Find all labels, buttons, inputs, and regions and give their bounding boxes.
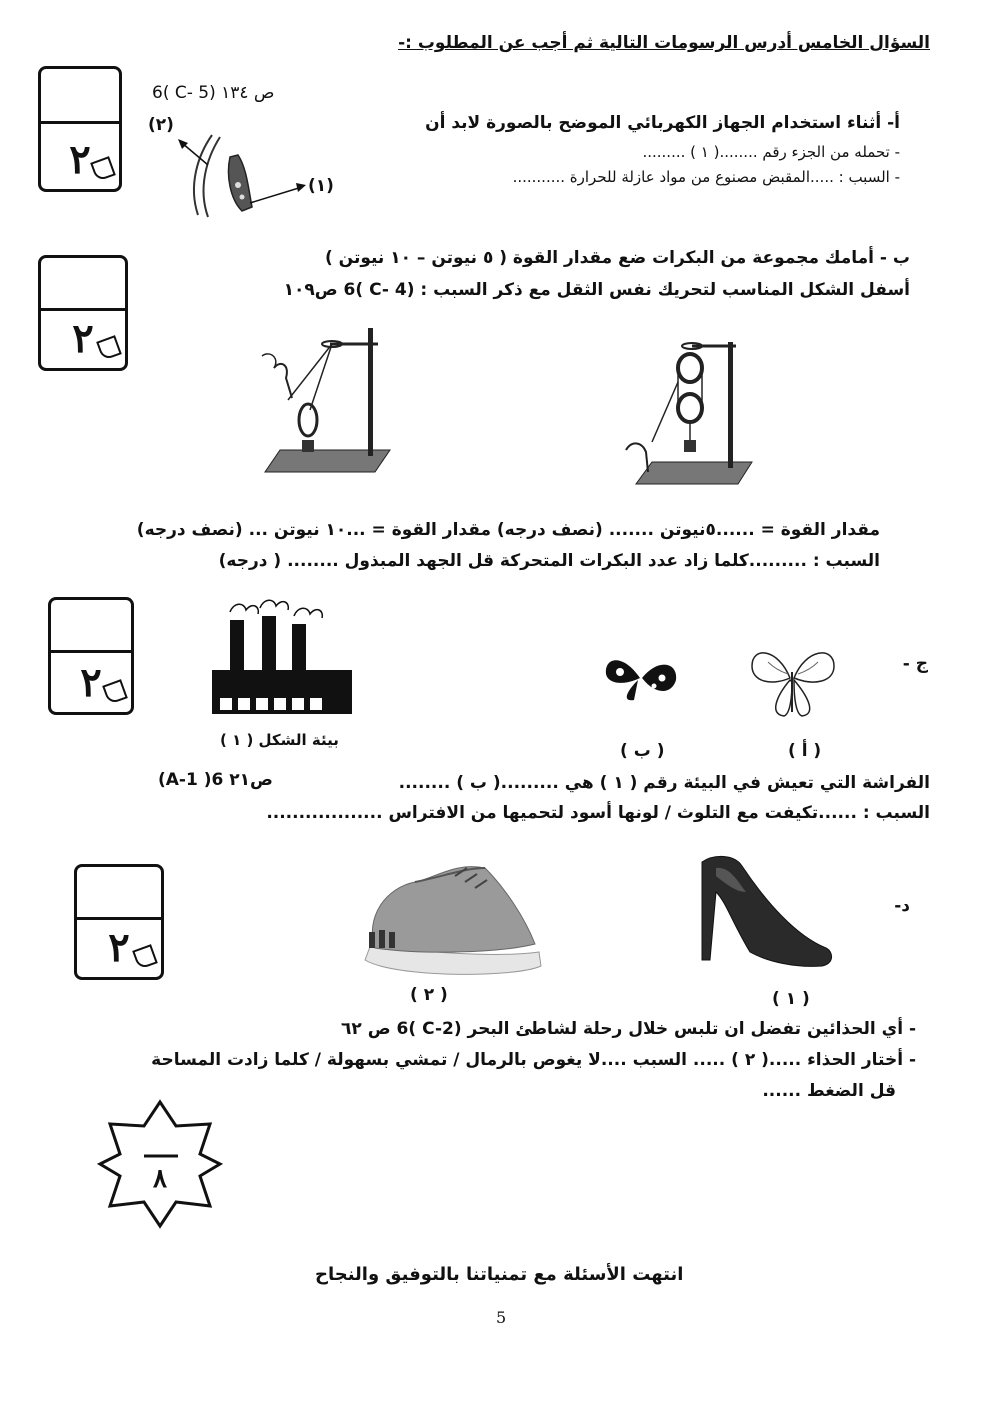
part-a-ref: 6( C- 5) ص ١٣٤ (152, 83, 275, 103)
score-value: ٢ (80, 659, 102, 706)
shoe-2-label: ( ٢ ) (410, 985, 448, 1005)
part-a-label-1: (١) (308, 176, 334, 196)
page-header: السؤال الخامس أدرس الرسومات التالية ثم أجب عن المطلوب :- (398, 33, 930, 53)
total-score-value: ٨ (153, 1164, 167, 1194)
part-d-question: - أي الحذائين تفضل ان تلبس خلال رحلة لشاطئ البحر (C-2 )6 ص ٦٢ (341, 1019, 916, 1039)
dark-butterfly-illustration (602, 648, 682, 708)
light-butterfly-illustration (748, 642, 838, 722)
option-b-label: ( ب ) (620, 741, 665, 761)
score-value: ٢ (69, 136, 91, 183)
environment-caption: بيئة الشكل ( ١ ) (220, 731, 339, 749)
iron-illustration (168, 115, 328, 225)
part-c-reason: السبب : ......تكيفت مع التلوث / لونها أسود لتحميها من الافتراس .................. (266, 803, 930, 823)
option-a-label: ( أ ) (788, 741, 822, 761)
shoe-1-label: ( ١ ) (772, 989, 810, 1009)
score-box-b (38, 255, 128, 371)
part-a-question: أ- أثناء استخدام الجهاز الكهربائي الموضح بالصورة لابد أن (425, 113, 900, 133)
part-a-answer-2: - السبب : .....المقبض مصنوع من مواد عازلة للحرارة ........... (512, 168, 900, 186)
single-pulley-illustration (240, 320, 400, 490)
part-d-answer-1: - أختار الحذاء .....( ٢ ) ..... السبب ....لا يغوص بالرمال / تمشي بسهولة / كلما زادت المساحة (151, 1050, 916, 1070)
score-value: ٢ (108, 924, 130, 971)
total-score-star (100, 1102, 220, 1222)
factory-illustration (210, 590, 360, 720)
part-a-answer-1: - تحمله من الجزء رقم ........( ١ ) ......... (642, 143, 900, 161)
part-b-line-1: ب - أمامك مجموعة من البكرات ضع مقدار القوة ( ٥ نيوتن – ١٠ نيوتن ) (324, 248, 910, 268)
sneaker-illustration (355, 848, 545, 978)
part-c-label: ج - (902, 654, 928, 674)
part-c-ref: (A-1 )6 ص٢١ (158, 770, 273, 790)
closing-text: انتهت الأسئلة مع تمنياتنا بالتوفيق والنجاح (315, 1264, 684, 1285)
double-pulley-illustration (612, 322, 762, 502)
score-box-a (38, 66, 122, 192)
part-c-answer: الفراشة التي تعيش في البيئة رقم ( ١ ) هي .........( ب ) ........ (398, 773, 930, 793)
part-d-label: د- (894, 896, 910, 916)
part-d-answer-2: قل الضغط ...... (762, 1081, 896, 1101)
page-number: 5 (496, 1308, 507, 1327)
score-box-c (48, 597, 134, 715)
part-b-answer-reason: السبب : .........كلما زاد عدد البكرات المتحركة قل الجهد المبذول ........ ( درجه) (218, 551, 880, 571)
score-value: ٢ (72, 315, 94, 362)
part-b-line-2: أسفل الشكل المناسب لتحريك نفس الثقل مع ذكر السبب : (C- 4 )6 ص١٠٩ (283, 280, 910, 300)
part-b-answer-force: مقدار القوة = ......٥نيوتن ....... (نصف درجه) مقدار القوة = ...١٠ نيوتن ... (نصف درجه) (136, 520, 880, 540)
high-heel-illustration (686, 852, 836, 982)
score-box-d (74, 864, 164, 980)
part-a-label-2: (٢) (148, 115, 174, 135)
